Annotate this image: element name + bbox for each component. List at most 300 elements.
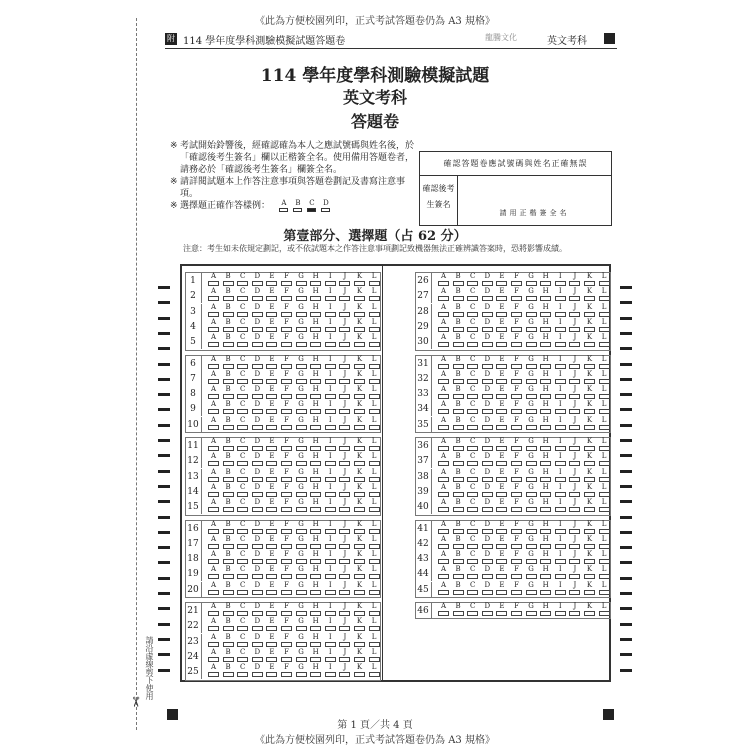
answer-option-a[interactable]	[436, 499, 451, 514]
answer-option-a[interactable]	[436, 417, 451, 432]
option-bubble[interactable]	[208, 590, 219, 595]
option-bubble[interactable]	[310, 574, 321, 579]
answer-option-b[interactable]	[221, 371, 236, 386]
answer-option-d[interactable]	[250, 664, 265, 679]
answer-option-h[interactable]	[308, 582, 323, 597]
answer-option-g[interactable]	[294, 438, 309, 453]
option-bubble[interactable]	[555, 461, 566, 466]
answer-option-j[interactable]	[567, 386, 582, 401]
answer-option-b[interactable]	[221, 582, 236, 597]
option-bubble[interactable]	[252, 379, 263, 384]
answer-option-c[interactable]	[465, 566, 480, 581]
option-bubble[interactable]	[599, 529, 610, 534]
option-bubble[interactable]	[266, 327, 277, 332]
option-bubble[interactable]	[237, 342, 248, 347]
option-bubble[interactable]	[223, 574, 234, 579]
option-bubble[interactable]	[540, 590, 551, 595]
answer-option-l[interactable]	[367, 319, 382, 334]
answer-option-k[interactable]	[352, 582, 367, 597]
answer-option-f[interactable]	[509, 453, 524, 468]
answer-option-c[interactable]	[235, 319, 250, 334]
option-bubble[interactable]	[208, 364, 219, 369]
option-bubble[interactable]	[281, 446, 292, 451]
answer-option-a[interactable]	[436, 356, 451, 371]
answer-option-e[interactable]	[494, 469, 509, 484]
option-bubble[interactable]	[526, 409, 537, 414]
option-bubble[interactable]	[223, 657, 234, 662]
option-bubble[interactable]	[354, 409, 365, 414]
option-bubble[interactable]	[266, 642, 277, 647]
answer-option-f[interactable]	[279, 499, 294, 514]
option-bubble[interactable]	[208, 559, 219, 564]
answer-option-l[interactable]	[597, 386, 612, 401]
answer-option-k[interactable]	[582, 551, 597, 566]
option-bubble[interactable]	[339, 327, 350, 332]
answer-option-e[interactable]	[264, 484, 279, 499]
answer-option-g[interactable]	[524, 334, 539, 349]
answer-option-g[interactable]	[524, 484, 539, 499]
option-bubble[interactable]	[482, 327, 493, 332]
option-bubble[interactable]	[438, 379, 449, 384]
option-bubble[interactable]	[482, 394, 493, 399]
answer-option-k[interactable]	[352, 521, 367, 536]
option-bubble[interactable]	[526, 544, 537, 549]
answer-option-k[interactable]	[582, 536, 597, 551]
answer-option-b[interactable]	[451, 319, 466, 334]
answer-option-f[interactable]	[279, 319, 294, 334]
answer-option-j[interactable]	[567, 484, 582, 499]
option-bubble[interactable]	[266, 364, 277, 369]
option-bubble[interactable]	[555, 342, 566, 347]
option-bubble[interactable]	[281, 611, 292, 616]
answer-option-a[interactable]	[436, 453, 451, 468]
option-bubble[interactable]	[296, 590, 307, 595]
option-bubble[interactable]	[339, 379, 350, 384]
option-bubble[interactable]	[369, 296, 380, 301]
answer-option-j[interactable]	[337, 618, 352, 633]
option-bubble[interactable]	[208, 342, 219, 347]
option-bubble[interactable]	[482, 559, 493, 564]
option-bubble[interactable]	[599, 364, 610, 369]
option-bubble[interactable]	[584, 379, 595, 384]
answer-option-k[interactable]	[582, 453, 597, 468]
option-bubble[interactable]	[223, 461, 234, 466]
option-bubble[interactable]	[252, 590, 263, 595]
answer-option-l[interactable]	[597, 334, 612, 349]
answer-option-h[interactable]	[308, 566, 323, 581]
answer-option-l[interactable]	[367, 453, 382, 468]
option-bubble[interactable]	[208, 446, 219, 451]
option-bubble[interactable]	[339, 312, 350, 317]
answer-option-i[interactable]	[323, 521, 338, 536]
option-bubble[interactable]	[223, 642, 234, 647]
answer-option-f[interactable]	[279, 566, 294, 581]
answer-option-c[interactable]	[465, 453, 480, 468]
answer-option-k[interactable]	[582, 371, 597, 386]
answer-option-l[interactable]	[597, 469, 612, 484]
answer-option-g[interactable]	[524, 304, 539, 319]
option-bubble[interactable]	[569, 364, 580, 369]
option-bubble[interactable]	[223, 364, 234, 369]
answer-option-h[interactable]	[538, 273, 553, 288]
answer-option-k[interactable]	[352, 603, 367, 618]
answer-option-i[interactable]	[323, 371, 338, 386]
option-bubble[interactable]	[266, 477, 277, 482]
option-bubble[interactable]	[296, 574, 307, 579]
option-bubble[interactable]	[438, 342, 449, 347]
option-bubble[interactable]	[526, 327, 537, 332]
option-bubble[interactable]	[555, 590, 566, 595]
answer-option-i[interactable]	[323, 288, 338, 303]
option-bubble[interactable]	[438, 281, 449, 286]
option-bubble[interactable]	[526, 574, 537, 579]
answer-option-j[interactable]	[567, 536, 582, 551]
answer-option-l[interactable]	[597, 304, 612, 319]
answer-option-b[interactable]	[221, 304, 236, 319]
answer-option-f[interactable]	[509, 499, 524, 514]
option-bubble[interactable]	[237, 590, 248, 595]
answer-option-a[interactable]	[436, 603, 451, 618]
option-bubble[interactable]	[325, 626, 336, 631]
option-bubble[interactable]	[511, 507, 522, 512]
answer-option-f[interactable]	[279, 618, 294, 633]
option-bubble[interactable]	[467, 574, 478, 579]
option-bubble[interactable]	[354, 559, 365, 564]
answer-option-j[interactable]	[567, 319, 582, 334]
option-bubble[interactable]	[339, 477, 350, 482]
option-bubble[interactable]	[339, 672, 350, 677]
answer-option-e[interactable]	[264, 551, 279, 566]
option-bubble[interactable]	[237, 425, 248, 430]
answer-option-i[interactable]	[553, 566, 568, 581]
answer-option-g[interactable]	[294, 401, 309, 416]
answer-option-b[interactable]	[221, 618, 236, 633]
option-bubble[interactable]	[296, 492, 307, 497]
answer-option-k[interactable]	[352, 566, 367, 581]
answer-option-g[interactable]	[524, 273, 539, 288]
option-bubble[interactable]	[482, 379, 493, 384]
option-bubble[interactable]	[453, 590, 464, 595]
option-bubble[interactable]	[237, 461, 248, 466]
answer-option-g[interactable]	[524, 453, 539, 468]
answer-option-c[interactable]	[465, 438, 480, 453]
answer-option-j[interactable]	[567, 371, 582, 386]
answer-option-k[interactable]	[352, 664, 367, 679]
option-bubble[interactable]	[569, 281, 580, 286]
answer-option-d[interactable]	[480, 566, 495, 581]
answer-option-e[interactable]	[494, 288, 509, 303]
option-bubble[interactable]	[325, 529, 336, 534]
answer-option-d[interactable]	[480, 334, 495, 349]
answer-option-h[interactable]	[308, 484, 323, 499]
answer-option-g[interactable]	[294, 582, 309, 597]
option-bubble[interactable]	[252, 394, 263, 399]
option-bubble[interactable]	[511, 559, 522, 564]
answer-option-c[interactable]	[465, 371, 480, 386]
option-bubble[interactable]	[296, 364, 307, 369]
option-bubble[interactable]	[369, 492, 380, 497]
option-bubble[interactable]	[266, 379, 277, 384]
answer-option-c[interactable]	[465, 273, 480, 288]
answer-option-b[interactable]	[451, 438, 466, 453]
option-bubble[interactable]	[266, 559, 277, 564]
option-bubble[interactable]	[237, 544, 248, 549]
option-bubble[interactable]	[467, 364, 478, 369]
answer-option-k[interactable]	[352, 634, 367, 649]
answer-option-e[interactable]	[264, 618, 279, 633]
answer-option-h[interactable]	[308, 401, 323, 416]
option-bubble[interactable]	[237, 477, 248, 482]
option-bubble[interactable]	[208, 281, 219, 286]
option-bubble[interactable]	[369, 461, 380, 466]
option-bubble[interactable]	[467, 296, 478, 301]
option-bubble[interactable]	[354, 327, 365, 332]
answer-option-g[interactable]	[294, 536, 309, 551]
answer-option-f[interactable]	[509, 304, 524, 319]
option-bubble[interactable]	[555, 296, 566, 301]
option-bubble[interactable]	[266, 296, 277, 301]
option-bubble[interactable]	[369, 477, 380, 482]
option-bubble[interactable]	[339, 626, 350, 631]
answer-option-e[interactable]	[494, 582, 509, 597]
answer-option-d[interactable]	[250, 536, 265, 551]
option-bubble[interactable]	[599, 507, 610, 512]
answer-option-i[interactable]	[323, 484, 338, 499]
option-bubble[interactable]	[266, 574, 277, 579]
answer-option-c[interactable]	[235, 401, 250, 416]
option-bubble[interactable]	[438, 327, 449, 332]
answer-option-d[interactable]	[480, 386, 495, 401]
answer-option-a[interactable]	[436, 469, 451, 484]
answer-option-i[interactable]	[323, 386, 338, 401]
option-bubble[interactable]	[482, 312, 493, 317]
answer-option-b[interactable]	[221, 566, 236, 581]
option-bubble[interactable]	[584, 342, 595, 347]
option-bubble[interactable]	[526, 394, 537, 399]
option-bubble[interactable]	[482, 574, 493, 579]
answer-option-l[interactable]	[367, 371, 382, 386]
answer-option-b[interactable]	[221, 288, 236, 303]
option-bubble[interactable]	[599, 590, 610, 595]
option-bubble[interactable]	[555, 379, 566, 384]
option-bubble[interactable]	[584, 492, 595, 497]
option-bubble[interactable]	[526, 507, 537, 512]
answer-option-d[interactable]	[250, 371, 265, 386]
answer-option-l[interactable]	[597, 453, 612, 468]
answer-option-e[interactable]	[494, 521, 509, 536]
option-bubble[interactable]	[281, 461, 292, 466]
option-bubble[interactable]	[599, 611, 610, 616]
answer-option-d[interactable]	[480, 603, 495, 618]
option-bubble[interactable]	[354, 642, 365, 647]
answer-option-i[interactable]	[553, 582, 568, 597]
answer-option-l[interactable]	[597, 521, 612, 536]
option-bubble[interactable]	[237, 296, 248, 301]
answer-option-f[interactable]	[279, 401, 294, 416]
option-bubble[interactable]	[296, 342, 307, 347]
answer-option-k[interactable]	[582, 499, 597, 514]
option-bubble[interactable]	[310, 394, 321, 399]
option-bubble[interactable]	[511, 611, 522, 616]
answer-option-k[interactable]	[582, 319, 597, 334]
answer-option-b[interactable]	[221, 438, 236, 453]
option-bubble[interactable]	[555, 425, 566, 430]
option-bubble[interactable]	[482, 611, 493, 616]
option-bubble[interactable]	[453, 327, 464, 332]
answer-option-a[interactable]	[436, 484, 451, 499]
answer-option-b[interactable]	[451, 386, 466, 401]
answer-option-k[interactable]	[582, 438, 597, 453]
answer-option-a[interactable]	[436, 551, 451, 566]
option-bubble[interactable]	[296, 559, 307, 564]
answer-option-j[interactable]	[567, 401, 582, 416]
answer-option-a[interactable]	[206, 618, 221, 633]
answer-option-e[interactable]	[494, 304, 509, 319]
option-bubble[interactable]	[511, 477, 522, 482]
option-bubble[interactable]	[511, 394, 522, 399]
answer-option-f[interactable]	[279, 484, 294, 499]
option-bubble[interactable]	[296, 544, 307, 549]
answer-option-i[interactable]	[323, 469, 338, 484]
option-bubble[interactable]	[599, 492, 610, 497]
option-bubble[interactable]	[453, 461, 464, 466]
answer-option-a[interactable]	[206, 521, 221, 536]
option-bubble[interactable]	[208, 425, 219, 430]
option-bubble[interactable]	[252, 611, 263, 616]
answer-option-c[interactable]	[235, 582, 250, 597]
option-bubble[interactable]	[584, 446, 595, 451]
answer-option-g[interactable]	[294, 304, 309, 319]
answer-option-e[interactable]	[264, 649, 279, 664]
option-bubble[interactable]	[599, 281, 610, 286]
option-bubble[interactable]	[310, 477, 321, 482]
option-bubble[interactable]	[511, 281, 522, 286]
answer-option-g[interactable]	[294, 634, 309, 649]
answer-option-i[interactable]	[553, 536, 568, 551]
option-bubble[interactable]	[526, 425, 537, 430]
answer-option-h[interactable]	[538, 536, 553, 551]
answer-option-h[interactable]	[308, 521, 323, 536]
answer-option-f[interactable]	[279, 664, 294, 679]
option-bubble[interactable]	[266, 529, 277, 534]
answer-option-i[interactable]	[323, 536, 338, 551]
answer-option-d[interactable]	[250, 356, 265, 371]
answer-option-f[interactable]	[279, 453, 294, 468]
answer-option-l[interactable]	[597, 356, 612, 371]
option-bubble[interactable]	[599, 461, 610, 466]
answer-option-d[interactable]	[250, 499, 265, 514]
answer-option-h[interactable]	[308, 469, 323, 484]
option-bubble[interactable]	[310, 611, 321, 616]
answer-option-a[interactable]	[206, 304, 221, 319]
answer-option-l[interactable]	[597, 401, 612, 416]
option-bubble[interactable]	[237, 657, 248, 662]
answer-option-j[interactable]	[337, 356, 352, 371]
answer-option-a[interactable]	[206, 417, 221, 432]
option-bubble[interactable]	[511, 425, 522, 430]
option-bubble[interactable]	[223, 477, 234, 482]
answer-option-h[interactable]	[308, 371, 323, 386]
option-bubble[interactable]	[281, 626, 292, 631]
answer-option-j[interactable]	[337, 664, 352, 679]
answer-option-a[interactable]	[436, 566, 451, 581]
option-bubble[interactable]	[584, 574, 595, 579]
answer-option-e[interactable]	[264, 304, 279, 319]
answer-option-j[interactable]	[337, 417, 352, 432]
answer-option-a[interactable]	[206, 582, 221, 597]
answer-option-d[interactable]	[480, 438, 495, 453]
option-bubble[interactable]	[296, 379, 307, 384]
option-bubble[interactable]	[325, 379, 336, 384]
option-bubble[interactable]	[252, 672, 263, 677]
option-bubble[interactable]	[496, 379, 507, 384]
answer-option-j[interactable]	[567, 603, 582, 618]
option-bubble[interactable]	[310, 342, 321, 347]
option-bubble[interactable]	[569, 312, 580, 317]
answer-option-f[interactable]	[509, 521, 524, 536]
option-bubble[interactable]	[599, 477, 610, 482]
answer-option-b[interactable]	[221, 484, 236, 499]
answer-option-j[interactable]	[337, 484, 352, 499]
answer-option-a[interactable]	[436, 288, 451, 303]
option-bubble[interactable]	[540, 559, 551, 564]
option-bubble[interactable]	[438, 544, 449, 549]
option-bubble[interactable]	[266, 544, 277, 549]
option-bubble[interactable]	[252, 281, 263, 286]
option-bubble[interactable]	[223, 446, 234, 451]
option-bubble[interactable]	[223, 425, 234, 430]
option-bubble[interactable]	[453, 529, 464, 534]
option-bubble[interactable]	[482, 590, 493, 595]
option-bubble[interactable]	[540, 446, 551, 451]
answer-option-c[interactable]	[235, 664, 250, 679]
answer-option-k[interactable]	[582, 484, 597, 499]
option-bubble[interactable]	[540, 492, 551, 497]
answer-option-b[interactable]	[451, 417, 466, 432]
answer-option-k[interactable]	[352, 386, 367, 401]
option-bubble[interactable]	[354, 626, 365, 631]
option-bubble[interactable]	[252, 342, 263, 347]
option-bubble[interactable]	[325, 409, 336, 414]
option-bubble[interactable]	[540, 574, 551, 579]
option-bubble[interactable]	[223, 507, 234, 512]
answer-option-c[interactable]	[465, 417, 480, 432]
answer-option-e[interactable]	[494, 356, 509, 371]
option-bubble[interactable]	[252, 642, 263, 647]
option-bubble[interactable]	[339, 409, 350, 414]
answer-option-j[interactable]	[567, 469, 582, 484]
option-bubble[interactable]	[526, 477, 537, 482]
option-bubble[interactable]	[281, 409, 292, 414]
option-bubble[interactable]	[540, 507, 551, 512]
option-bubble[interactable]	[208, 507, 219, 512]
option-bubble[interactable]	[496, 492, 507, 497]
option-bubble[interactable]	[208, 544, 219, 549]
option-bubble[interactable]	[237, 574, 248, 579]
answer-option-b[interactable]	[451, 499, 466, 514]
answer-option-e[interactable]	[494, 551, 509, 566]
answer-option-f[interactable]	[509, 551, 524, 566]
answer-option-d[interactable]	[250, 386, 265, 401]
answer-option-g[interactable]	[294, 356, 309, 371]
answer-option-j[interactable]	[337, 304, 352, 319]
answer-option-b[interactable]	[221, 521, 236, 536]
answer-option-c[interactable]	[465, 304, 480, 319]
answer-option-d[interactable]	[480, 499, 495, 514]
option-bubble[interactable]	[511, 364, 522, 369]
answer-option-l[interactable]	[367, 499, 382, 514]
option-bubble[interactable]	[339, 492, 350, 497]
